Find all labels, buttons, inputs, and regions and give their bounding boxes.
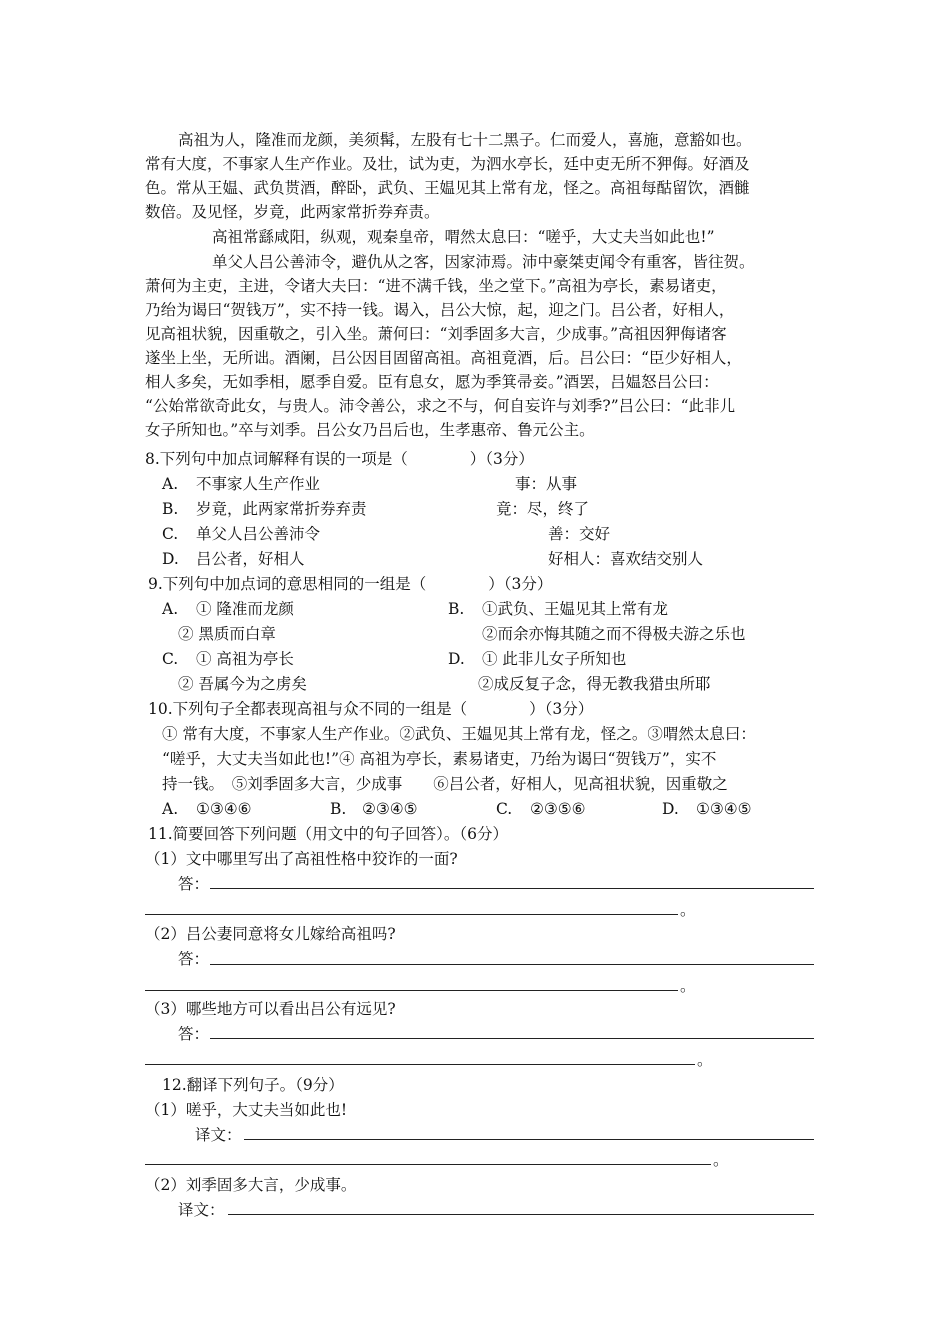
- q10-option-c-text: ②③⑤⑥: [530, 800, 586, 818]
- q9-d1: ① 此非儿女子所知也: [482, 650, 627, 668]
- q8-option-c-gloss: 善：交好: [548, 525, 611, 543]
- q10-option-d-label: D.: [662, 800, 679, 818]
- q9-a2: ② 黑质而白章: [178, 625, 276, 643]
- q12-sub1-answer-line2[interactable]: [145, 1164, 711, 1165]
- q8-option-a-label: A.: [162, 475, 179, 493]
- q10-option-d-text: ①③④⑤: [696, 800, 752, 818]
- q11-sub3-answer-label: 答：: [178, 1025, 210, 1043]
- passage-p3-line2: 萧何为主吏，主进，令诸大夫曰：“进不满千钱，坐之堂下。”高祖为亭长，素易诸吏，: [145, 277, 727, 295]
- q11-sub2-end-mark: 。: [680, 977, 696, 995]
- q10-option-b-label: B.: [330, 800, 347, 818]
- q12-sub1: （1）嗟乎，大丈夫当如此也!: [145, 1101, 348, 1119]
- q11-sub1-answer-label: 答：: [178, 875, 210, 893]
- q11-sub2: （2）吕公妻同意将女儿嫁给高祖吗?: [145, 925, 396, 943]
- q10-line3: 持一钱。 ⑤刘季固多大言，少成事 ⑥吕公者，好相人，见高祖状貌，因重敬之: [162, 775, 728, 793]
- q9-c1: ① 高祖为亭长: [196, 650, 294, 668]
- q8-option-a-text: 不事家人生产作业: [196, 475, 321, 493]
- q9-d2: ②成反复子念，得无教我猎虫所耶: [478, 675, 711, 693]
- q12-sub2-answer-line1[interactable]: [228, 1214, 814, 1215]
- q12-stem: 12.翻译下列句子。（9分）: [162, 1076, 344, 1094]
- passage-p3-line8: 女子所知也。”卒与刘季。吕公女乃吕后也，生孝惠帝、鲁元公主。: [145, 421, 595, 439]
- passage-p1-line3: 色。常从王媪、武负贳酒，醉卧，武负、王媪见其上常有龙，怪之。高祖每酤留饮，酒雠: [145, 179, 750, 197]
- passage-p3-line1: 单父人吕公善沛令，避仇从之客，因家沛焉。沛中豪桀吏闻令有重客，皆往贺。: [212, 253, 755, 271]
- q8-option-b-label: B.: [162, 500, 179, 518]
- q8-option-d-gloss: 好相人：喜欢结交别人: [548, 550, 704, 568]
- passage-p3-line5: 遂坐上坐，无所诎。酒阑，吕公因目固留高祖。高祖竟酒，后。吕公曰：“臣少好相人，: [145, 349, 742, 367]
- q9-d-label: D.: [448, 650, 465, 668]
- q11-sub1: （1）文中哪里写出了高祖性格中狡诈的一面?: [145, 850, 458, 868]
- q9-a1: ① 隆准而龙颜: [196, 600, 294, 618]
- q11-sub3-answer-line1[interactable]: [210, 1038, 814, 1039]
- q12-sub1-answer-line1[interactable]: [244, 1139, 814, 1140]
- q8-stem: 8.下列句中加点词解释有误的一项是（ ）（3分）: [145, 450, 534, 468]
- q10-option-a-text: ①③④⑥: [196, 800, 252, 818]
- q12-sub2-answer-label: 译文：: [178, 1201, 225, 1219]
- q11-sub1-end-mark: 。: [680, 901, 696, 919]
- q10-line1: ① 常有大度，不事家人生产作业。②武负、王媪见其上常有龙，怪之。③喟然太息曰：: [162, 725, 756, 743]
- q9-c2: ② 吾属今为之虏矣: [178, 675, 307, 693]
- q12-sub1-answer-label: 译文：: [195, 1126, 242, 1144]
- q11-sub2-answer-line1[interactable]: [210, 964, 814, 965]
- passage-p2: 高祖常繇咸阳，纵观，观秦皇帝，喟然太息曰：“嗟乎，大丈夫当如此也!”: [212, 228, 715, 246]
- q11-stem: 11.简要回答下列问题（用文中的句子回答）。（6分）: [148, 825, 509, 843]
- passage-p1-line2: 常有大度，不事家人生产作业。及壮，试为吏，为泗水亭长，廷中吏无所不狎侮。好酒及: [145, 155, 750, 173]
- q10-option-b-text: ②③④⑤: [362, 800, 418, 818]
- q8-option-d-label: D.: [162, 550, 179, 568]
- q11-sub1-answer-line2[interactable]: [145, 914, 678, 915]
- passage-p3-line4: 见高祖状貌，因重敬之，引入坐。萧何曰：“刘季固多大言，少成事。”高祖因狎侮诸客: [145, 325, 727, 343]
- q9-b1: ①武负、王媪见其上常有龙: [482, 600, 669, 618]
- q12-sub1-end-mark: 。: [713, 1151, 729, 1169]
- passage-p1-line4: 数倍。及见怪，岁竟，此两家常折券弃责。: [145, 203, 440, 221]
- q11-sub3-answer-line2[interactable]: [145, 1064, 695, 1065]
- q11-sub3-end-mark: 。: [697, 1051, 713, 1069]
- q10-stem: 10.下列句子全都表现高祖与众不同的一组是（ ）（3分）: [148, 700, 594, 718]
- q9-a-label: A.: [162, 600, 179, 618]
- passage-p3-line7: “公始常欲奇此女，与贵人。沛令善公，求之不与，何自妄许与刘季?”吕公曰：“此非儿: [145, 397, 736, 415]
- q8-option-c-text: 单父人吕公善沛令: [196, 525, 321, 543]
- q8-option-b-text: 岁竟，此两家常折券弃责: [196, 500, 367, 518]
- q11-sub1-answer-line1[interactable]: [210, 888, 814, 889]
- q8-option-c-label: C.: [162, 525, 179, 543]
- passage-p1-line1: 高祖为人，隆准而龙颜，美须髯，左股有七十二黑子。仁而爱人，喜施，意豁如也。: [178, 131, 752, 149]
- q10-option-c-label: C.: [496, 800, 513, 818]
- q8-option-a-gloss: 事：从事: [515, 475, 578, 493]
- q9-c-label: C.: [162, 650, 179, 668]
- q8-option-d-text: 吕公者，好相人: [196, 550, 305, 568]
- q11-sub2-answer-label: 答：: [178, 950, 210, 968]
- q10-line2: “嗟乎，大丈夫当如此也!”④ 高祖为亭长，素易诸吏，乃绐为谒曰“贺钱万”，实不: [162, 750, 717, 768]
- passage-p3-line6: 相人多矣，无如季相，愿季自爱。臣有息女，愿为季箕帚妾。”酒罢，吕媪怒吕公曰：: [145, 373, 719, 391]
- q10-option-a-label: A.: [162, 800, 179, 818]
- q9-b2: ②而余亦悔其随之而不得极夫游之乐也: [482, 625, 746, 643]
- passage-p3-line3: 乃绐为谒曰“贺钱万”，实不持一钱。谒入，吕公大惊，起，迎之门。吕公者，好相人，: [145, 301, 735, 319]
- q12-sub2: （2）刘季固多大言，少成事。: [145, 1176, 357, 1194]
- q8-option-b-gloss: 竟：尽，终了: [496, 500, 590, 518]
- q11-sub2-answer-line2[interactable]: [145, 990, 678, 991]
- q9-stem: 9.下列句中加点词的意思相同的一组是（ ）（3分）: [148, 575, 553, 593]
- q11-sub3: （3）哪些地方可以看出吕公有远见?: [145, 1000, 396, 1018]
- q9-b-label: B.: [448, 600, 465, 618]
